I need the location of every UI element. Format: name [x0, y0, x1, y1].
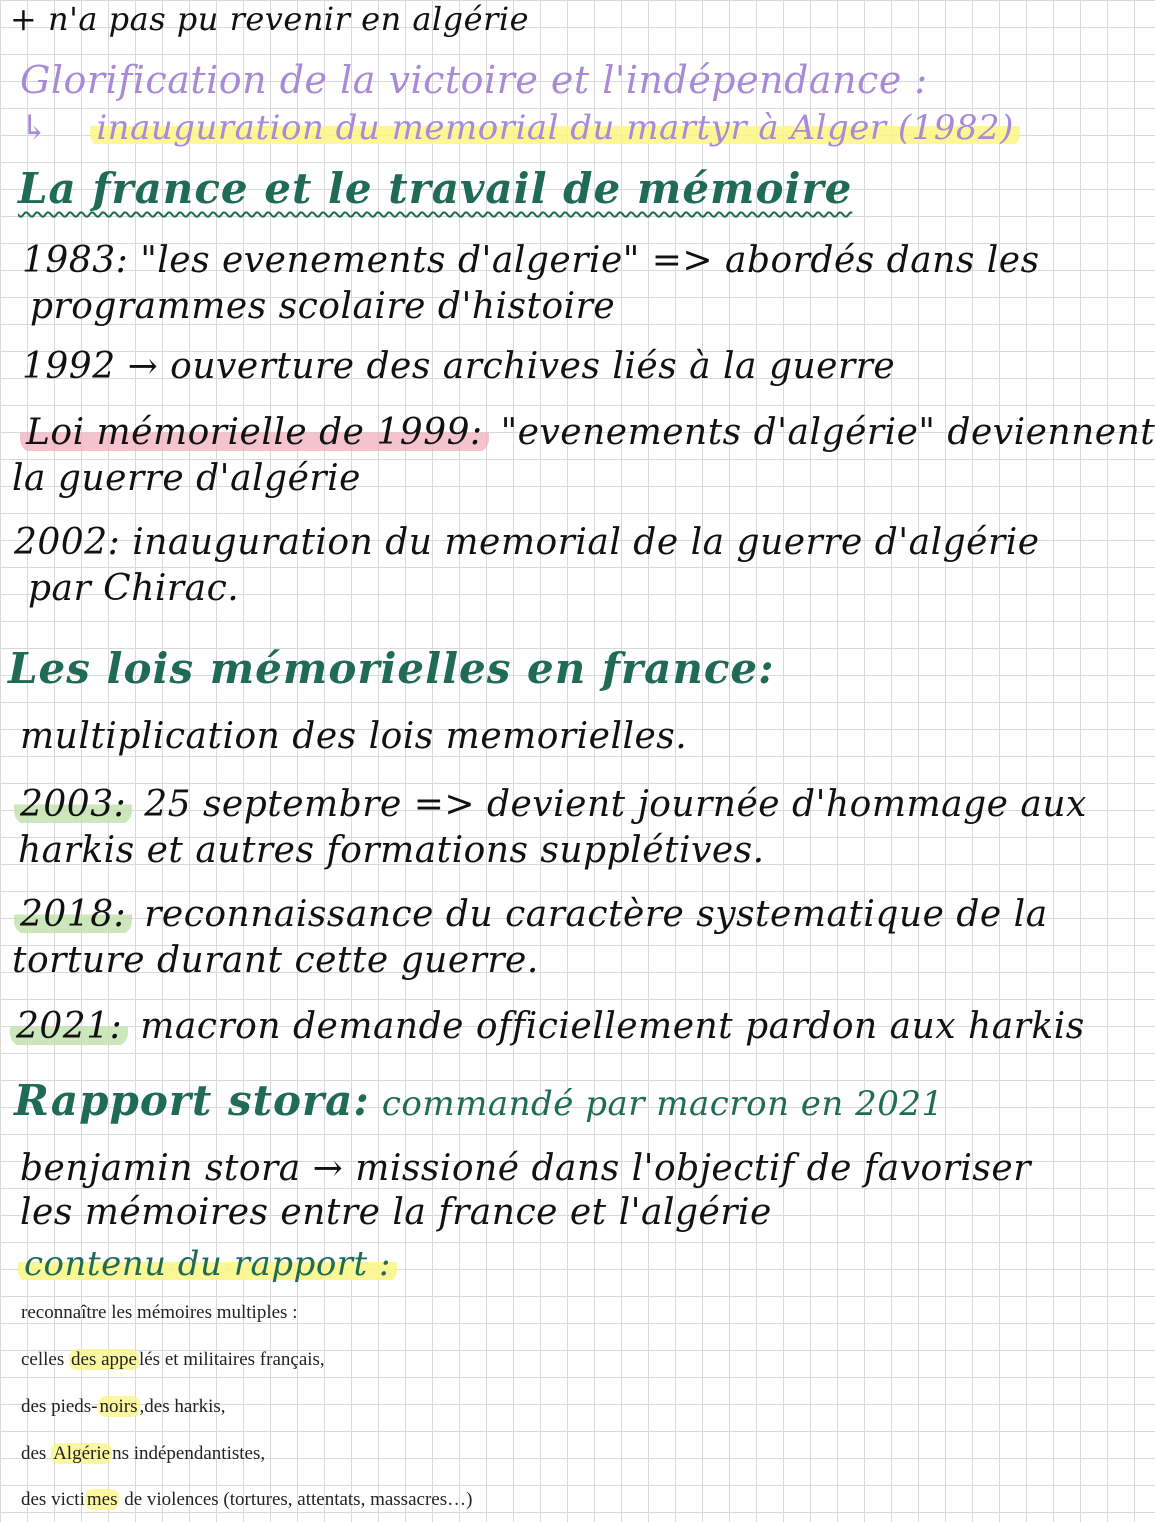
entry-2002: [14, 522, 1040, 563]
typed-line-1: [21, 1349, 325, 1371]
typed-highlight: mes: [86, 1489, 118, 1510]
entry-2002-cont: par Chirac.: [28, 568, 240, 609]
entry-2018: [14, 894, 1048, 935]
typed-text: celles: [21, 1349, 70, 1370]
entry-year: 1983:: [22, 240, 129, 281]
typed-intro: reconnaître les mémoires multiples :: [21, 1302, 298, 1323]
entry-1999-cont: la guerre d'algérie: [12, 458, 361, 499]
glorification-item-text: inauguration du memorial du martyr à Alger (1982): [90, 108, 1020, 148]
entry-text: inauguration du memorial de la guerre d'algérie: [132, 522, 1040, 563]
entry-year: 2002:: [14, 522, 121, 563]
rapport-contenu: [18, 1244, 397, 1284]
typed-text: des victi: [21, 1489, 85, 1510]
section-rapport-heading: [14, 1076, 944, 1125]
entry-2003-cont: harkis et autres formations supplétives.: [18, 830, 765, 871]
entry-1999: [20, 412, 1155, 453]
entry-2018-cont: torture durant cette guerre.: [12, 940, 539, 981]
glorification-item: [20, 108, 1020, 148]
entry-text: "evenements d'algérie" deviennent: [500, 412, 1155, 453]
typed-text: de violences (tortures, attentats, massacres…): [119, 1489, 473, 1510]
typed-line-3: [21, 1443, 265, 1465]
arrow-icon: ↳: [20, 108, 49, 148]
entry-2021: [10, 1006, 1085, 1047]
entry-text: reconnaissance du caractère systematique de la: [144, 894, 1048, 935]
lois-intro: multiplication des lois memorielles.: [20, 716, 688, 757]
entry-text: → ouverture des archives liés à la guerre: [127, 346, 896, 387]
entry-1983: [22, 240, 1040, 281]
typed-highlight: noirs: [99, 1396, 138, 1417]
typed-text: des: [21, 1443, 52, 1464]
entry-year: Loi mémorielle de 1999:: [20, 412, 489, 453]
typed-text: ,des harkis,: [139, 1396, 226, 1417]
typed-line-2: [21, 1396, 226, 1418]
rapport-heading-rest: commandé par macron en 2021: [381, 1084, 944, 1124]
typed-line-4: [21, 1489, 472, 1511]
glorification-title: Glorification de la victoire et l'indépendance :: [20, 58, 928, 102]
rapport-line-1: benjamin stora → missioné dans l'objectif de favoriser: [20, 1148, 1031, 1189]
typed-text: ns indépendantistes,: [112, 1443, 266, 1464]
section-lois-heading: Les lois mémorielles en france:: [8, 644, 775, 693]
entry-text: macron demande officiellement pardon aux harkis: [140, 1006, 1085, 1047]
entry-year: 1992: [22, 346, 116, 387]
typed-highlight: des appe: [71, 1349, 137, 1370]
entry-1983-cont: programmes scolaire d'histoire: [30, 286, 616, 327]
rapport-contenu-text: contenu du rapport :: [18, 1244, 397, 1284]
typed-highlight: Algérie: [53, 1443, 111, 1464]
rapport-line-2: les mémoires entre la france et l'algérie: [20, 1192, 772, 1233]
typed-text: des pieds-: [21, 1396, 98, 1417]
top-line: + n'a pas pu revenir en algérie: [10, 0, 530, 38]
entry-text: "les evenements d'algerie" => abordés dans les: [140, 240, 1040, 281]
entry-year: 2021:: [10, 1006, 128, 1047]
entry-year: 2018:: [14, 894, 132, 935]
section-france-heading: La france et le travail de mémoire: [18, 164, 853, 213]
entry-2003: [14, 784, 1087, 825]
rapport-heading-main: Rapport stora:: [14, 1076, 370, 1125]
entry-text: 25 septembre => devient journée d'hommage aux: [144, 784, 1087, 825]
entry-year: 2003:: [14, 784, 132, 825]
typed-text: lés et militaires français,: [138, 1349, 325, 1370]
entry-1992: [22, 346, 895, 387]
